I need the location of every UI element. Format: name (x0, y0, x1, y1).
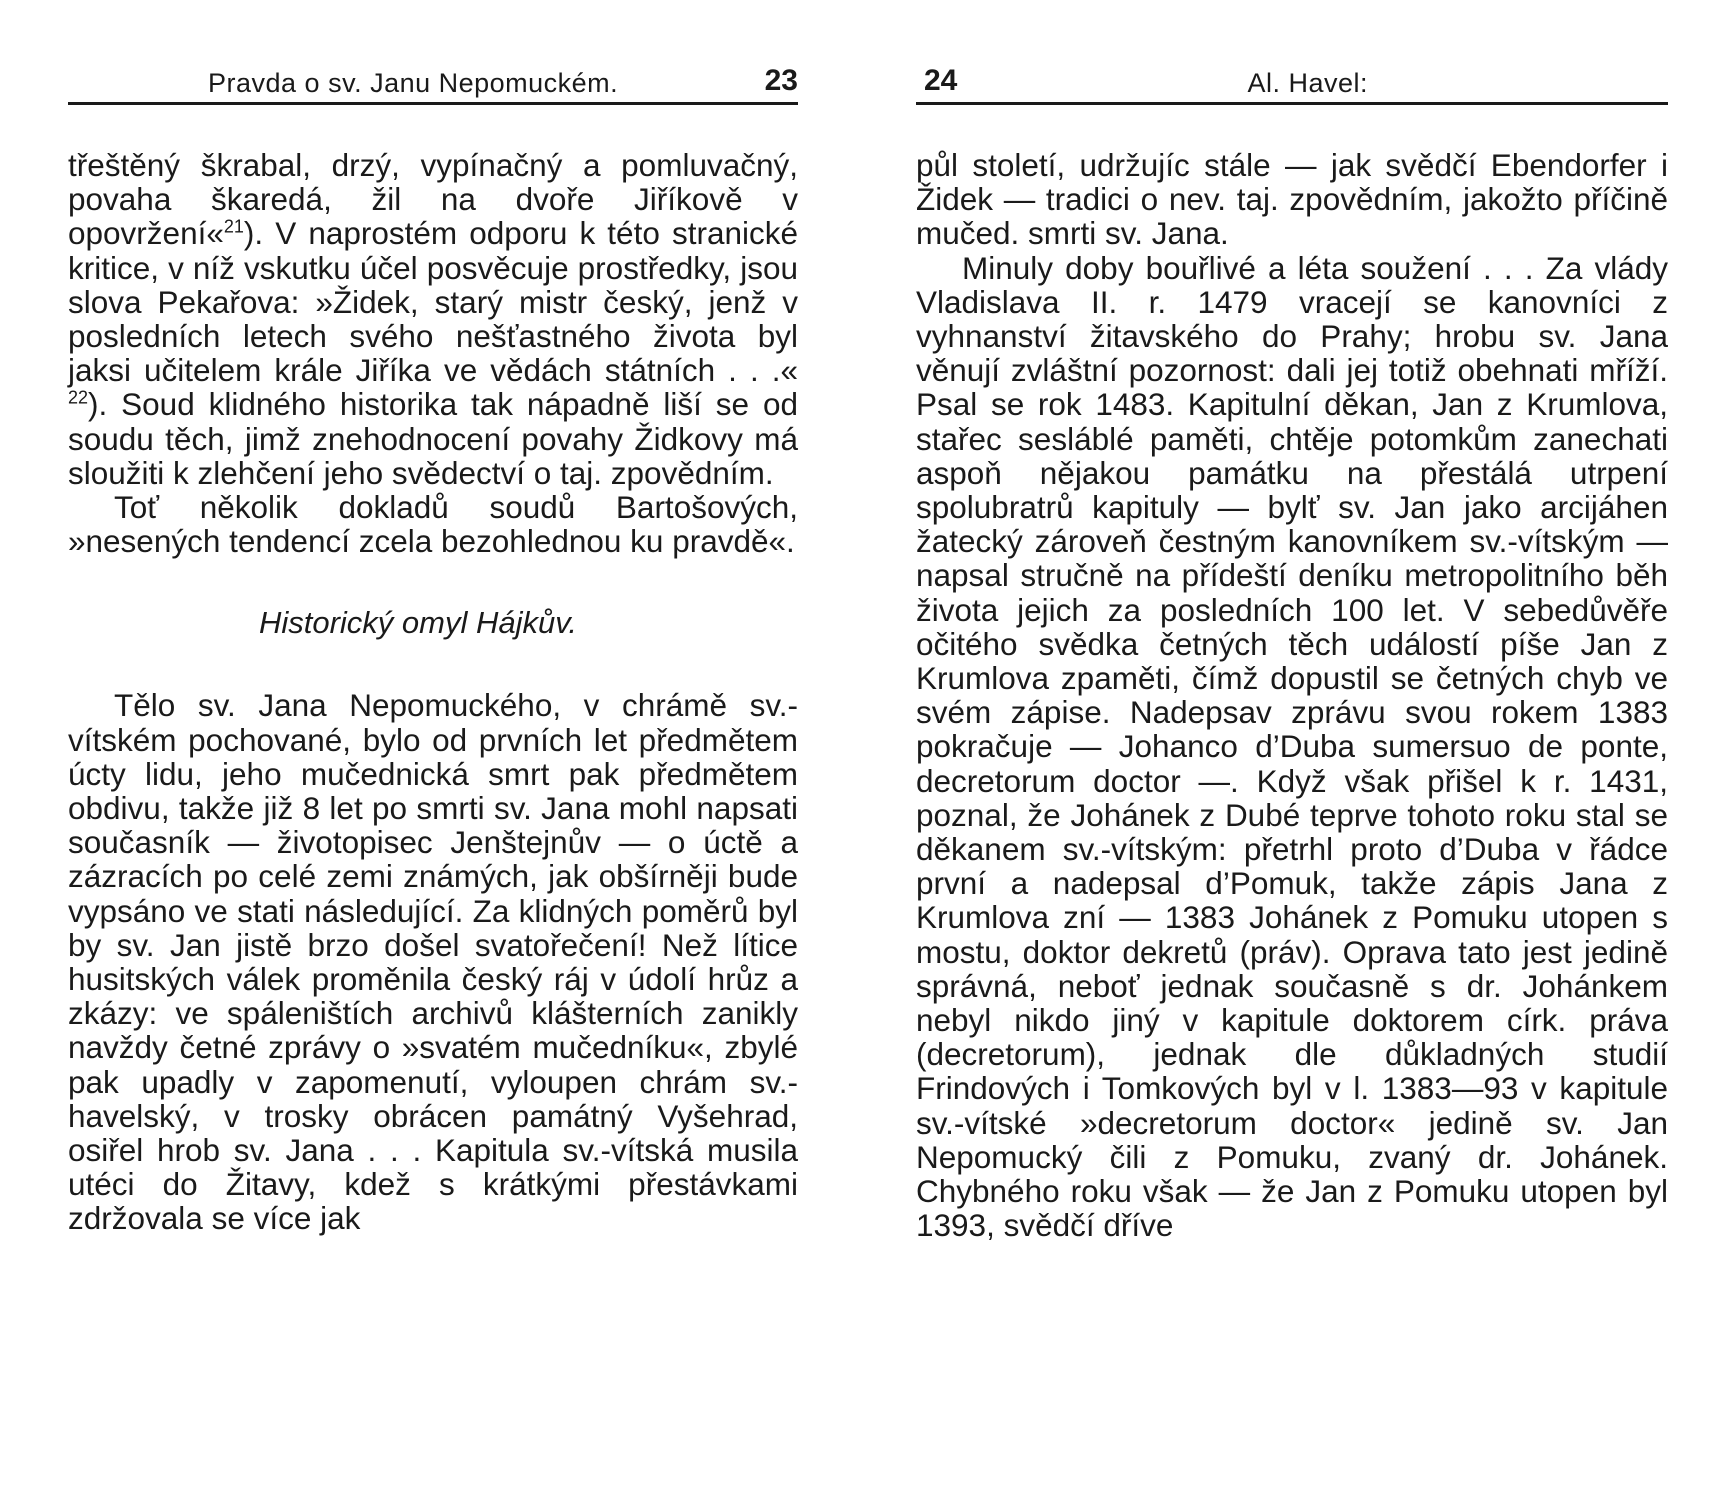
paragraph-text: třeštěný škrabal, drzý, vypínačný a pomluvačný, povaha škaredá, žil na dvoře Jiříkově v opovržení« (68, 147, 798, 252)
running-head: Al. Havel: (1247, 68, 1368, 98)
paragraph: Minuly doby bouřlivé a léta soužení . . . Za vlády Vladislava II. r. 1479 vracejí se kanovníci z vyhnanství žitavského do Prahy; hrobu sv. Jana věnují zvláštní pozornost: dali jej totiž obehnati mříží. Psal se rok 1483. Kapitulní děkan, Jan z Krumlova, stařec sesláblé paměti, chtěje potomkům zanechati aspoň nějakou památku na přestálá utrpení spolubratrů kapituly — bylť sv. Jan jako arcijáhen žatecký zároveň čestným kanovníkem sv.-vítským — napsal stručně na přídeští deníku metropolitního běh života jejich za posledních 100 let. V sebedůvěře očitého svědka četných těch událostí píše Jan z Krumlova zpaměti, čímž dopustil se četných chyb ve svém zápise. Nadepsav zprávu svou rokem 1383 pokračuje — Johanco d’Duba sumersuo de ponte, decretorum doctor —. Když však přišel k r. 1431, poznal, že Johánek z Dubé teprve tohoto roku stal se děkanem sv.-vítským: přetrhl proto d’Duba v řádce první a nadepsal d’Pomuk, takže zápis Jana z Krumlova zní — 1383 Johánek z Pomuku utopen s mostu, doktor dekretů (práv). Oprava tato jest jedině správná, neboť jednak současně s dr. Johánkem nebyl nikdo jiný v kapitule doktorem círk. práva (decretorum), jednak dle důkladných studií Frindových i Tomkových byl v l. 1383—93 v kapitule sv.-vítské »decretorum doctor« jedině sv. Jan Nepomucký čili z Pomuku, zvaný dr. Johánek. Chybného roku však — že Jan z Pomuku utopen byl 1393, svědčí dříve (916, 249, 1668, 1244)
paragraph (68, 148, 798, 490)
page-number: 23 (764, 64, 798, 97)
paragraph: Toť několik dokladů soudů Bartošových, »nesených tendencí zcela bezohlednou ku pravdě«. (68, 489, 798, 560)
paragraph-text: ). V naprostém odporu k této stranické kritice, v níž vskutku účel posvěcuje prostředky, jsou slova Pekařova: »Židek, starý mistr český, jenž v posledních letech svého nešťastného života byl jaksi učitelem krále Jiříka ve vědách státních . . .« (68, 215, 798, 389)
left-page-header (68, 62, 798, 105)
paragraph-text: ). Soud klidného historika tak nápadně liší se od soudu těch, jimž znehodnocení povahy Židkovy má sloužiti k zlehčení jeho svědectví o taj. zpovědním. (68, 386, 798, 491)
left-page-body (68, 148, 798, 1236)
running-head: Pravda o sv. Janu Nepomuckém. (208, 68, 619, 98)
section-heading: Historický omyl Hájkův. (258, 605, 578, 641)
footnote-ref: 22 (68, 387, 89, 408)
paragraph: Tělo sv. Jana Nepomuckého, v chrámě sv.-vítském pochované, bylo od prvních let předmětem úcty lidu, jeho mučednická smrt pak předmětem obdivu, takže již 8 let po smrti sv. Jana mohl napsati současník — životopisec Jenštejnův — o úctě a zázracích po celé zemi známých, jak obšírněji bude vypsáno ve stati následující. Za klidných poměrů byl by sv. Jan jistě brzo došel svatořečení! Než lítice husitských válek proměnila český ráj v údolí hrůz a zkázy: ve spáleništích archivů klášterních zanikly navždy četné zprávy o »svatém mučedníku«, zbylé pak upadly v zapomenutí, vyloupen chrám sv.-havelský, v trosky obrácen památný Vyšehrad, osiřel hrob sv. Jana . . . Kapitula sv.-vítská musila utéci do Žitavy, kdež s krátkými přestávkami zdržovala se více jak (68, 687, 798, 1237)
footnote-ref: 21 (223, 216, 244, 237)
paragraph: půl století, udržujíc stále — jak svědčí Ebendorfer i Židek — tradici o nev. taj. zpovědním, jakožto příčině mučed. smrti sv. Jana. (916, 147, 1668, 252)
right-page-header (916, 62, 1668, 105)
page-number: 24 (924, 64, 958, 97)
right-page-body (916, 148, 1668, 1243)
